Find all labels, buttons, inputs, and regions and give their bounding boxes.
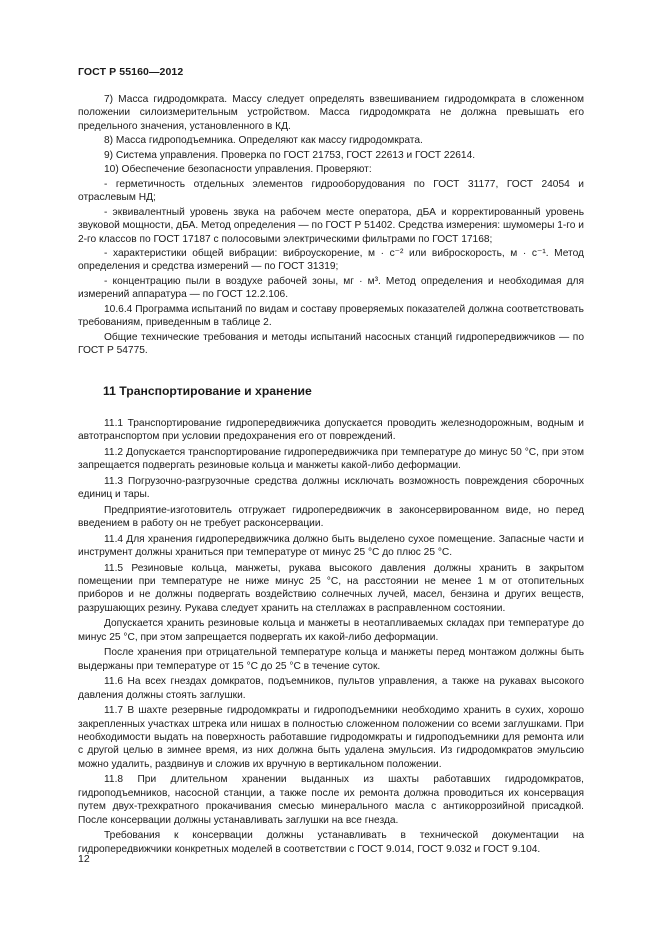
paragraph-11-1: 11.1 Транспортирование гидропередвижчика допускается проводить железнодорожным, водным и автотранспортом при условии предохранения его от повреждений. [78, 418, 584, 443]
paragraph-11-3: 11.3 Погрузочно-разгрузочные средства должны исключать возможность повреждения сборочных единиц и тары. [78, 475, 584, 501]
paragraph-control-system: 9) Система управления. Проверка по ГОСТ 21753, ГОСТ 22613 и ГОСТ 22614. [104, 149, 476, 161]
paragraph-manufacturer: Предприятие-изготовитель отгружает гидропередвижчик в законсервированном виде, но перед введением в работу он не требует расконсервации. [78, 504, 584, 530]
body-block-1 [78, 93, 584, 359]
paragraph-11-6: 11.6 На всех гнездах домкратов, подъемников, пультов управления, а также на рукавах высокого давления должны стоять заглушки. [78, 676, 584, 701]
paragraph-conservation-requirements: Требования к консервации должны устанавливать в технической документации на гидропередвижчики конкретных моделей в соответствии с ГОСТ 9.014, ГОСТ 9.032 и ГОСТ 9.104. [78, 830, 584, 855]
paragraph-11-8: 11.8 При длительном хранении выданных из шахты работавших гидродомкратов, гидроподъемников, насосной станции, а также после их ремонта должна проводиться их консервация путем двух-трехкратного прокачивания смесью минерального масла с антикоррозийной присадкой. После консервации должны устанавливать заглушки на все гнезда. [78, 774, 584, 826]
paragraph-dust: - концентрацию пыли в воздухе рабочей зоны, мг · м³. Метод определения и необходимая для измерений аппаратура — по ГОСТ 12.2.106. [78, 275, 584, 301]
paragraph-rubber-storage: Допускается хранить резиновые кольца и манжеты в неотапливаемых складах при температуре до минус 25 °С, при этом запрещается подвергать их какой-либо деформации. [78, 618, 584, 643]
paragraph-noise-level: - эквивалентный уровень звука на рабочем месте оператора, дБА и корректированный уровень звуковой мощности, дБА. Метод определения — по ГОСТ Р 51402. Средства измерения: шумомеры 1-го и 2-го классов по ГОСТ 17187 с полосовыми электрическими фильтрами по ГОСТ 17168; [78, 206, 584, 245]
paragraph-mass-hydrolifter: 8) Масса гидроподъемника. Определяют как массу гидродомкрата. [104, 135, 423, 147]
body-block-2 [78, 417, 584, 858]
paragraph-test-program: 10.6.4 Программа испытаний по видам и составу проверяемых показателей должна соответствовать требованиям, приведенным в таблице 2. [78, 303, 584, 329]
paragraph-11-4: 11.4 Для хранения гидропередвижчика должно быть выделено сухое помещение. Запасные части и инструмент должны храниться при температуре от минус 25 °С до плюс 25 °С. [78, 533, 584, 559]
paragraph-pump-stations: Общие технические требования и методы испытаний насосных станций гидропередвижчиков — по ГОСТ Р 54775. [78, 331, 584, 357]
paragraph-11-5: 11.5 Резиновые кольца, манжеты, рукава высокого давления должны хранить в закрытом помещении при температуре не ниже минус 25 °С, на расстоянии не менее 1 м от отопительных приборов и не должны подвергать воздействию солнечных лучей, масел, бензина и других веществ, разрушающих резину. Рукава следует хранить на стеллажах в расправленном состоянии. [78, 562, 584, 614]
page-number: 12 [78, 853, 90, 865]
paragraph-mass-hydrojack: 7) Масса гидродомкрата. Массу следует определять взвешиванием гидродомкрата в сложенном положении силоизмерительным устройством. Масса гидродомкрата не должна превышать его предельного значения, установленного в КД. [78, 94, 584, 132]
paragraph-safety-control: 10) Обеспечение безопасности управления. Проверяют: [104, 164, 372, 176]
paragraph-11-2: 11.2 Допускается транспортирование гидропередвижчика при температуре до минус 50 °С, при этом запрещается подвергать резиновые кольца и манжеты какой-либо деформации. [78, 446, 584, 472]
document-header: ГОСТ Р 55160—2012 [78, 66, 184, 78]
paragraph-after-storage: После хранения при отрицательной температуре кольца и манжеты перед монтажом должны быть выдержаны при температуре от 15 °С до 25 °С в течение суток. [78, 647, 584, 672]
paragraph-vibration: - характеристики общей вибрации: виброускорение, м · с⁻² или виброскорость, м · с⁻¹. Метод определения и средства измерений — по ГОСТ 31319; [78, 247, 584, 273]
paragraph-11-7: 11.7 В шахте резервные гидродомкраты и гидроподъемники необходимо хранить в сухих, хорошо закрепленных участках штрека или нишах в полностью сложенном положении со всеми заглушками. При необходимости выдать на поверхность работавшие гидродомкраты и гидроподъемники для ремонта или с другой целью в зимнее время, из них должна быть удалена эмульсия. Из гидродомкратов эмульсию можно удалить, раздвинув и сложив их вручную в вертикальном положении. [78, 705, 584, 770]
paragraph-sealing: - герметичность отдельных элементов гидрооборудования по ГОСТ 31177, ГОСТ 24054 и отраслевым НД; [78, 178, 584, 204]
section-title: 11 Транспортирование и хранение [103, 384, 312, 398]
